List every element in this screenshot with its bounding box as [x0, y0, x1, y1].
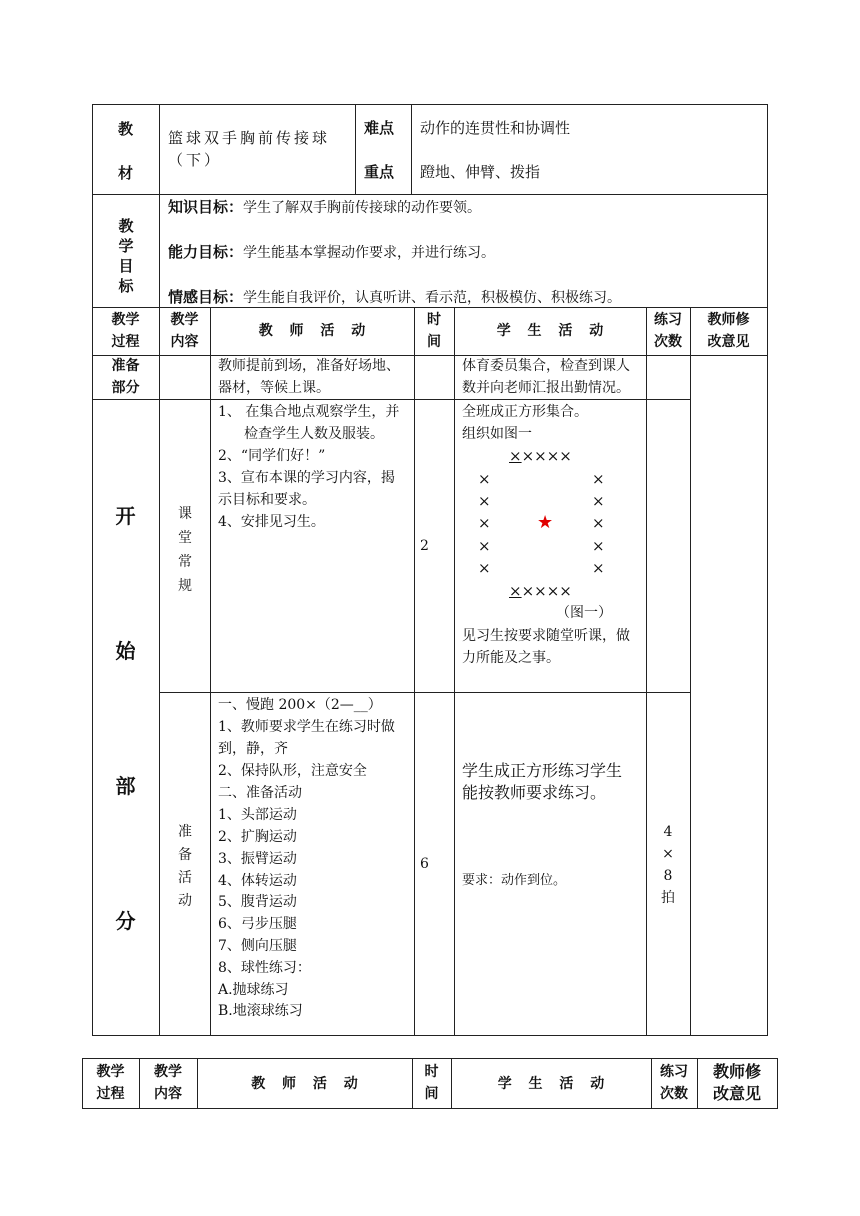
header-opinion-2: 改意见	[707, 334, 750, 350]
warmup-teacher-4: 2、保持队形，注意安全	[218, 763, 367, 779]
routine-teacher-1: 1、 在集合地点观察学生，并	[218, 404, 400, 420]
difficulty-value: 动作的连贯性和协调性	[420, 119, 571, 137]
formation-lead-bottom: ×	[509, 582, 522, 600]
start-label-4: 分	[115, 909, 136, 933]
goal-emotion-text: 学生能自我评价，认真听讲、看示范，积极模仿、积极练习。	[243, 290, 622, 306]
formation-left-5: ×	[478, 559, 491, 577]
goal-ability-text: 学生能基本掌握动作要求，并进行练习。	[243, 245, 496, 261]
warmup-teacher-9: 4、体转运动	[218, 873, 297, 889]
warmup-teacher-1: 一、慢跑 200×（2—__）	[218, 697, 382, 713]
header2-reps-1: 练习	[660, 1064, 688, 1080]
header2-content-2: 内容	[154, 1086, 182, 1102]
prep-teacher-2: 器材，等候上课。	[218, 380, 330, 396]
goal-knowledge	[168, 196, 481, 219]
prep-student-1: 体育委员集合，检查到课人	[462, 358, 630, 374]
header-content-1: 教学	[170, 312, 199, 328]
header2-student: 学 生 活 动	[497, 1076, 605, 1092]
formation-right-3: ×	[592, 514, 605, 532]
routine-teacher-2: 检查学生人数及服装。	[244, 426, 384, 442]
goal-ability-label: 能力目标：	[168, 243, 244, 261]
goals-label-4: 标	[118, 277, 134, 295]
warmup-teacher-2: 1、教师要求学生在练习时做	[218, 719, 395, 735]
teacher-star-icon: ★	[537, 512, 554, 533]
warmup-teacher-11: 6、弓步压腿	[218, 916, 297, 932]
keypoint-value: 蹬地、伸臂、拨指	[420, 163, 541, 181]
warmup-label-2: 备	[178, 847, 192, 863]
textbook-label-1: 教	[117, 120, 133, 138]
header2-time-1: 时	[424, 1064, 439, 1080]
warmup-student-req: 要求：动作到位。	[462, 873, 567, 888]
warmup-teacher-12: 7、侧向压腿	[218, 938, 297, 954]
warmup-teacher-6: 1、头部运动	[218, 807, 297, 823]
goal-knowledge-label: 知识目标：	[168, 198, 244, 216]
warmup-reps-4: 拍	[661, 890, 675, 906]
header2-content-1: 教学	[154, 1064, 182, 1080]
goal-knowledge-text: 学生了解双手胸前传接球的动作要领。	[243, 200, 482, 216]
routine-student-4: 力所能及之事。	[462, 650, 560, 666]
header-process-2: 过程	[111, 334, 140, 350]
keypoint-label: 重点	[364, 163, 395, 181]
formation-left-2: ×	[478, 492, 491, 510]
difficulty-label: 难点	[364, 119, 395, 137]
header2-reps-2: 次数	[660, 1086, 688, 1102]
figure-caption: （图一）	[556, 605, 612, 621]
goal-emotion	[168, 286, 621, 309]
routine-time: 2	[420, 538, 429, 554]
routine-student-2: 组织如图一	[462, 426, 532, 442]
goal-ability	[168, 241, 495, 264]
header-time-2: 间	[427, 334, 441, 350]
textbook-label-2: 材	[117, 164, 133, 182]
routine-label-4: 规	[178, 578, 192, 594]
warmup-teacher-3: 到，静，齐	[218, 741, 288, 757]
goal-emotion-label: 情感目标：	[168, 288, 244, 306]
goals-label-2: 学	[118, 237, 134, 255]
formation-left-1: ×	[478, 470, 491, 488]
warmup-teacher-8: 3、振臂运动	[218, 851, 297, 867]
prep-teacher-1: 教师提前到场，准备好场地、	[218, 358, 400, 374]
warmup-reps-3: 8	[663, 868, 673, 884]
textbook-value: 篮球双手胸前传接球（下）	[168, 129, 331, 169]
prep-student-2: 数并向老师汇报出勤情况。	[462, 380, 630, 396]
warmup-teacher-13: 8、球性练习：	[218, 960, 311, 976]
start-label-3: 部	[115, 774, 136, 798]
warmup-label-1: 准	[178, 824, 192, 840]
header-reps-2: 次数	[654, 334, 682, 350]
routine-student-3: 见习生按要求随堂听课，做	[462, 628, 630, 644]
goals-label-3: 目	[118, 257, 134, 275]
header-teacher: 教 师 活 动	[258, 323, 366, 339]
start-label-2: 始	[115, 639, 136, 663]
header-time-1: 时	[427, 312, 441, 328]
header2-opinion-1: 教师修	[712, 1062, 761, 1081]
routine-label-3: 常	[178, 554, 192, 570]
prep-label-2: 部分	[111, 380, 140, 396]
header2-opinion-2: 改意见	[712, 1084, 761, 1103]
header2-process-1: 教学	[96, 1064, 125, 1080]
routine-label-2: 堂	[178, 530, 192, 546]
formation-row-bottom: ××××	[521, 582, 572, 600]
header2-process-2: 过程	[96, 1086, 125, 1102]
header-student: 学 生 活 动	[496, 323, 604, 339]
warmup-label-4: 动	[178, 893, 192, 909]
header-content-2: 内容	[170, 334, 199, 350]
routine-teacher-5: 示目标和要求。	[218, 492, 316, 508]
routine-teacher-3: 2、“同学们好！”	[218, 448, 326, 464]
header2-teacher: 教 师 活 动	[251, 1076, 358, 1092]
formation-left-3: ×	[478, 514, 491, 532]
warmup-teacher-15: B.地滚球练习	[218, 1003, 303, 1019]
formation-right-1: ×	[592, 470, 605, 488]
formation-right-5: ×	[592, 559, 605, 577]
formation-bottom-row	[509, 580, 572, 602]
formation-right-4: ×	[592, 537, 605, 555]
warmup-teacher-14: A.抛球练习	[218, 982, 289, 998]
warmup-time: 6	[420, 856, 429, 872]
start-label-1: 开	[115, 504, 136, 528]
warmup-teacher-10: 5、腹背运动	[218, 894, 297, 910]
routine-label-1: 课	[178, 506, 192, 522]
warmup-student-1: 学生成正方形练习学生	[462, 761, 623, 780]
header-opinion-1: 教师修	[707, 312, 750, 328]
warmup-reps-2: ×	[662, 846, 674, 862]
warmup-teacher-7: 2、扩胸运动	[218, 829, 297, 845]
header2-time-2: 间	[424, 1086, 439, 1102]
warmup-reps-1: 4	[663, 824, 673, 840]
goals-label-1: 教	[118, 217, 134, 235]
header-process-1: 教学	[111, 312, 140, 328]
formation-top-row	[509, 445, 572, 467]
formation-right-2: ×	[592, 492, 605, 510]
formation-row-top: ××××	[521, 447, 572, 465]
routine-teacher-4: 3、宣布本课的学习内容，揭	[218, 470, 395, 486]
formation-left-4: ×	[478, 537, 491, 555]
routine-student-1: 全班成正方形集合。	[462, 404, 588, 420]
header-reps-1: 练习	[654, 312, 682, 328]
prep-label-1: 准备	[111, 358, 140, 374]
routine-teacher-6: 4、安排见习生。	[218, 514, 325, 530]
formation-lead-top: ×	[509, 447, 522, 465]
warmup-student-2: 能按教师要求练习。	[462, 783, 607, 802]
warmup-teacher-5: 二、准备活动	[218, 785, 302, 801]
warmup-label-3: 活	[178, 870, 192, 886]
